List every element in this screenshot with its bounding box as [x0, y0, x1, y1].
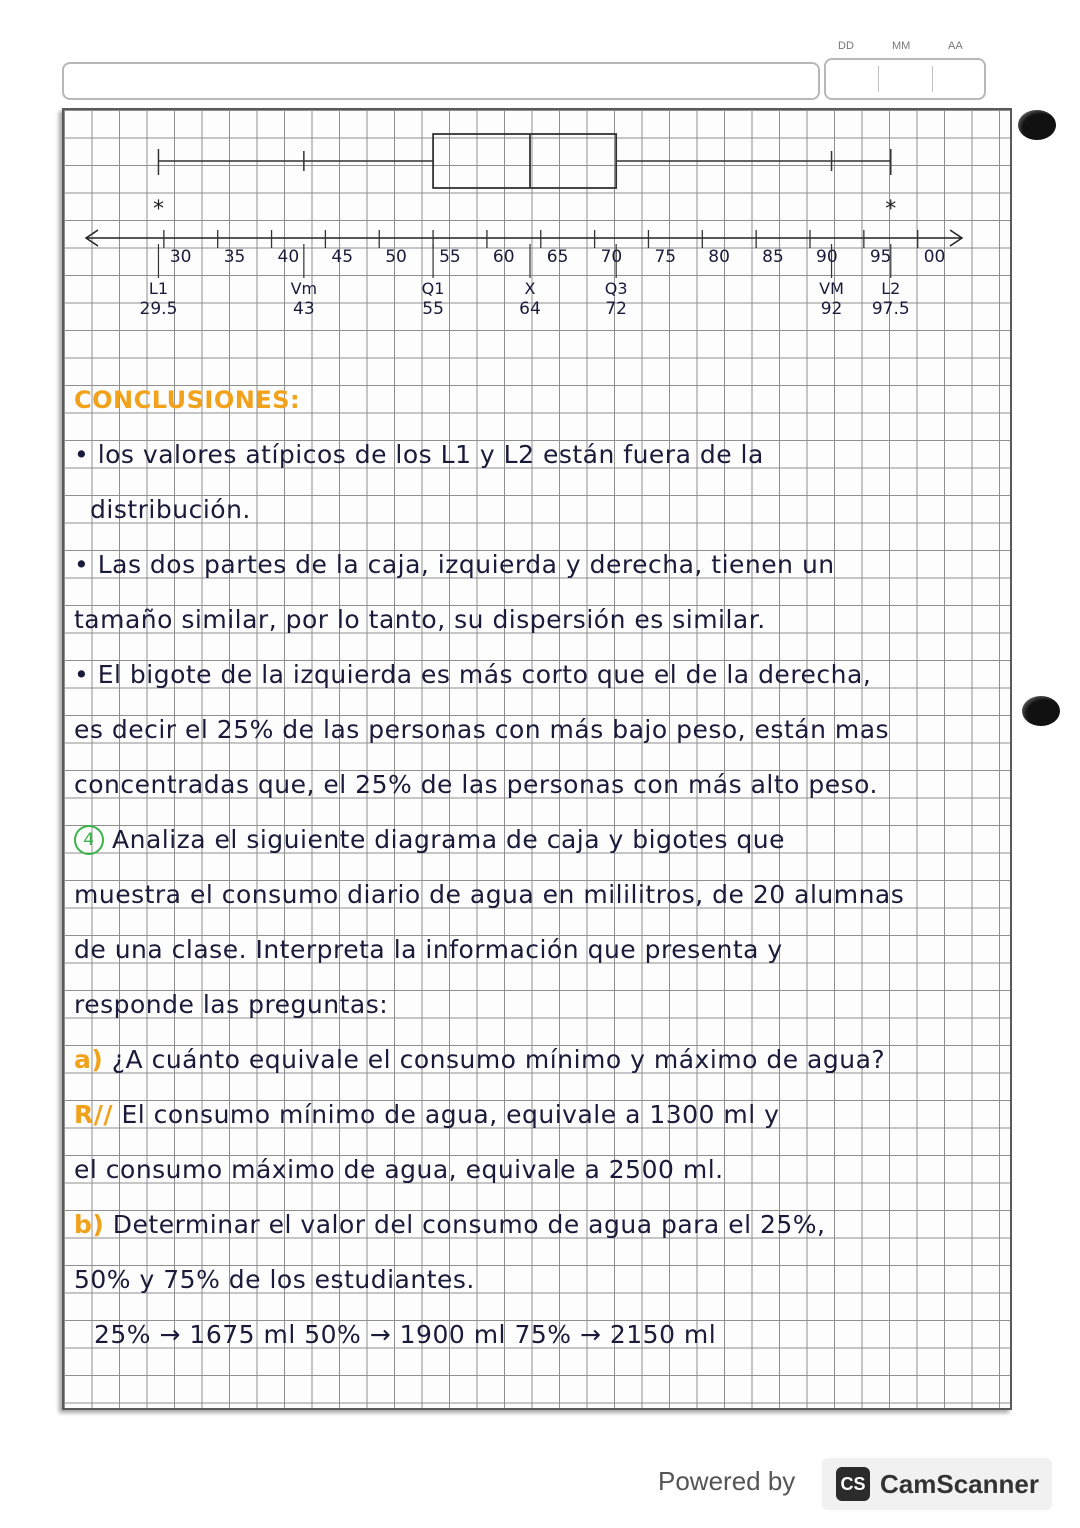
outlier-star-icon: * [152, 197, 164, 222]
title-box [62, 62, 820, 100]
outlier-star-icon: * [885, 197, 897, 222]
punch-hole-icon [1022, 696, 1060, 726]
notes [74, 372, 1004, 1362]
question-line: de una clase. Interpreta la información que presenta y [74, 935, 783, 964]
part-a: a) ¿A cuánto equivale el consumo mínimo y máximo de agua? [74, 1045, 886, 1074]
axis-tick-label: 30 [169, 247, 192, 267]
annotation-label: VM [819, 279, 844, 298]
axis-tick-label: 35 [223, 247, 246, 267]
powered-by-text: Powered by [658, 1466, 796, 1496]
annotation-label: L2 [881, 279, 901, 298]
part-b-line: 50% y 75% de los estudiantes. [74, 1265, 475, 1294]
annotation-value: 55 [422, 299, 444, 319]
axis-tick-label: 75 [654, 247, 677, 267]
answer-line: R// El consumo mínimo de agua, equivale a 1300 ml y [74, 1100, 780, 1129]
note-line: • los valores atípicos de los L1 y L2 están fuera de la [74, 440, 764, 469]
date-label-month: MM [892, 40, 911, 52]
annotation-value: 72 [605, 299, 627, 319]
axis-tick-label: 40 [277, 247, 300, 267]
axis-tick-label: 55 [439, 247, 461, 267]
question-line: muestra el consumo diario de agua en mililitros, de 20 alumnas [74, 880, 905, 909]
question-number: 4 [74, 825, 104, 855]
note-line: tamaño similar, por lo tanto, su dispersión es similar. [74, 605, 766, 634]
annotation-label: Q1 [421, 279, 445, 298]
answer-line: el consumo máximo de agua, equivale a 2500 ml. [74, 1155, 724, 1184]
camscanner-brand: CamScanner [880, 1468, 1039, 1499]
axis-tick-label: 80 [708, 247, 730, 267]
annotation-value: 43 [293, 299, 315, 319]
date-labels [830, 40, 980, 56]
part-b-answer: 25% → 1675 ml 50% → 1900 ml 75% → 2150 ml [94, 1320, 717, 1349]
question-line: 4 Analiza el siguiente diagrama de caja y bigotes que [74, 812, 1004, 867]
annotation-value: 64 [519, 299, 541, 319]
conclusions-title: CONCLUSIONES: [74, 386, 301, 414]
axis-tick-label: 85 [762, 247, 784, 267]
camscanner-logo-icon: CS [836, 1467, 870, 1501]
note-line: • El bigote de la izquierda es más corto que el de la derecha, [74, 660, 872, 689]
axis-tick-label: 45 [331, 247, 354, 267]
note-line: es decir el 25% de las personas con más bajo peso, están mas [74, 715, 890, 744]
annotation-value: 29.5 [139, 299, 178, 319]
annotation-label: Q3 [604, 279, 628, 298]
annotation-value: 97.5 [871, 299, 910, 319]
date-box [824, 58, 986, 100]
box [433, 134, 616, 188]
date-label-day: DD [838, 40, 854, 52]
note-line: • Las dos partes de la caja, izquierda y derecha, tienen un [74, 550, 835, 579]
annotation-label: X [524, 279, 536, 298]
question-line: responde las preguntas: [74, 990, 389, 1019]
axis-tick-label: 95 [869, 247, 892, 267]
annotation-value: 92 [820, 299, 843, 319]
axis-tick-label: 65 [546, 247, 569, 267]
punch-hole-icon [1018, 110, 1056, 140]
note-line: distribución. [90, 495, 251, 524]
annotation-label: Vm [290, 279, 318, 298]
annotation-label: L1 [148, 279, 169, 298]
part-b: b) Determinar el valor del consumo de agua para el 25%, [74, 1210, 826, 1239]
note-line: concentradas que, el 25% de las personas con más alto peso. [74, 770, 878, 799]
date-label-year: AA [948, 40, 963, 52]
axis-tick-label: 50 [385, 247, 407, 267]
boxplot-chart [62, 108, 1008, 348]
axis-tick-label: 70 [600, 247, 623, 267]
axis-tick-label: 00 [923, 247, 946, 267]
axis-tick-label: 90 [816, 247, 838, 267]
camscanner-badge [822, 1458, 1052, 1510]
axis-tick-label: 60 [492, 247, 515, 267]
